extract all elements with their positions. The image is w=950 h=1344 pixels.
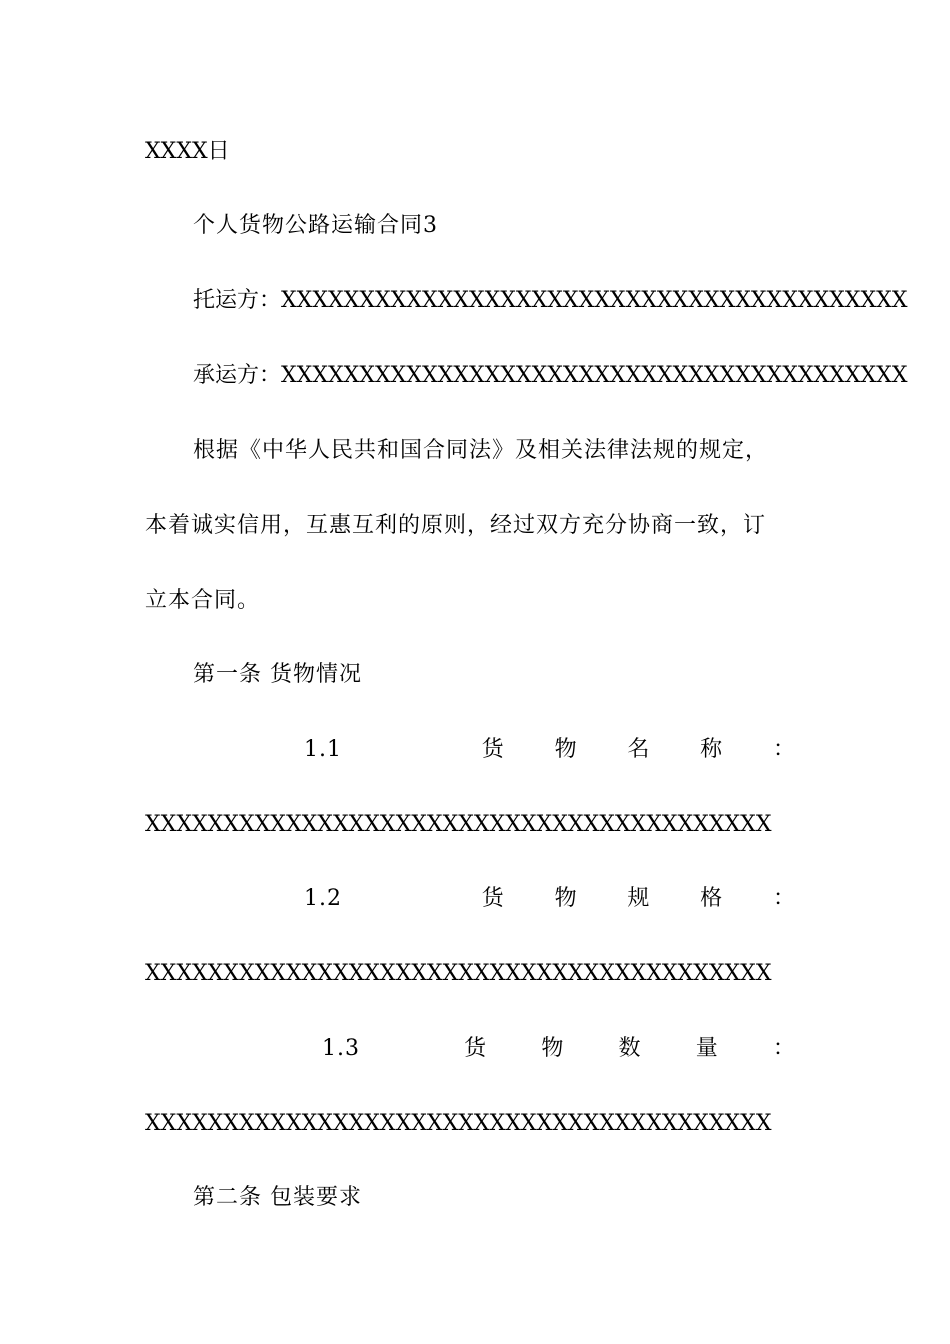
item-1-1-label [304,735,796,765]
contract-title: 个人货物公路运输合同3 [193,213,438,238]
label-char: 货 [481,886,505,911]
label-char: 称 [700,737,724,762]
article-2-heading: 第二条 包装要求 [193,1185,362,1210]
label-char: 物 [554,737,578,762]
label-char: 量 [695,1036,719,1061]
item-1-2-value: XXXXXXXXXXXXXXXXXXXXXXXXXXXXXXXXXXXXXXXX [145,961,772,986]
item-number: 1.3 [322,1036,360,1061]
date-tail: XXXX日 [145,139,230,164]
label-colon: ： [772,737,796,762]
label-colon: ： [772,1036,796,1061]
label-char: 货 [481,737,505,762]
item-1-2-label [304,884,796,914]
article-1-heading: 第一条 货物情况 [193,662,362,687]
carrier-line: 承运方：XXXXXXXXXXXXXXXXXXXXXXXXXXXXXXXXXXXXXXXX [193,363,908,388]
preamble-line-3: 立本合同。 [145,588,261,613]
preamble-line-2: 本着诚实信用，互惠互利的原则，经过双方充分协商一致，订 [145,513,767,538]
item-1-3-label [322,1034,796,1064]
item-number: 1.2 [304,886,342,911]
label-char: 格 [700,886,724,911]
shipper-line: 托运方：XXXXXXXXXXXXXXXXXXXXXXXXXXXXXXXXXXXXXXXX [193,288,908,313]
item-1-1-value: XXXXXXXXXXXXXXXXXXXXXXXXXXXXXXXXXXXXXXXX [145,812,772,837]
label-char: 名 [627,737,651,762]
label-char: 物 [554,886,578,911]
label-char: 货 [464,1036,488,1061]
preamble-line-1: 根据《中华人民共和国合同法》及相关法律法规的规定， [193,438,769,463]
label-char: 数 [618,1036,642,1061]
item-1-3-value: XXXXXXXXXXXXXXXXXXXXXXXXXXXXXXXXXXXXXXXX [145,1111,772,1136]
label-colon: ： [772,886,796,911]
label-char: 规 [627,886,651,911]
item-number: 1.1 [304,737,342,762]
label-char: 物 [541,1036,565,1061]
